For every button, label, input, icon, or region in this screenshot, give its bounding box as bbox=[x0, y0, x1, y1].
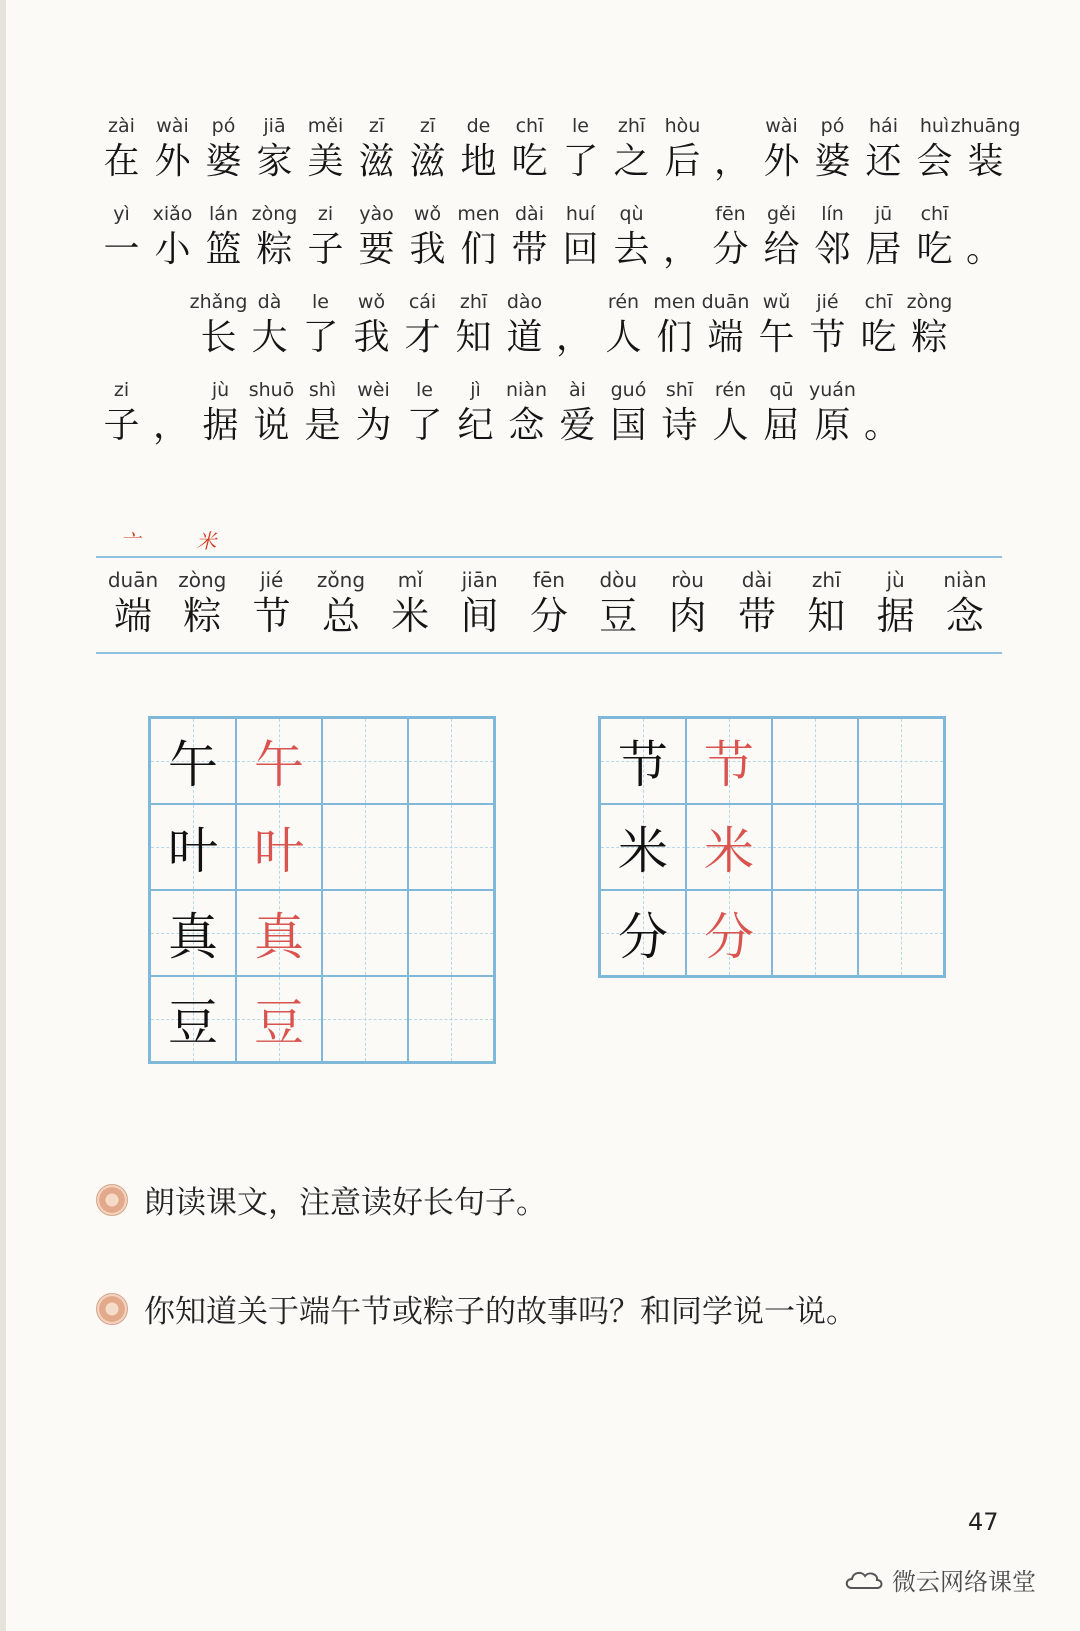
model-character: 米 bbox=[618, 822, 668, 880]
pinyin: le bbox=[572, 115, 589, 137]
char-unit bbox=[552, 376, 603, 448]
pinyin: gěi bbox=[766, 203, 797, 225]
grid-cell-model bbox=[150, 890, 236, 976]
cloud-icon bbox=[842, 1566, 886, 1594]
grid-cell-model bbox=[150, 804, 236, 890]
pinyin: de bbox=[466, 115, 491, 137]
pinyin: zòng bbox=[251, 203, 298, 225]
char-unit bbox=[448, 288, 499, 360]
hanzi: 原 bbox=[814, 405, 851, 446]
hanzi: 去 bbox=[613, 229, 650, 270]
passage-line-2 bbox=[96, 200, 1008, 272]
hanzi: 午 bbox=[758, 317, 795, 358]
watermark-text: 微云网络课堂 bbox=[892, 1568, 1036, 1596]
char-unit bbox=[351, 200, 402, 272]
pinyin: wài bbox=[765, 115, 798, 137]
pinyin: zòng bbox=[906, 291, 953, 313]
pinyin: guó bbox=[610, 379, 647, 401]
char-unit bbox=[147, 112, 198, 184]
char-unit bbox=[807, 112, 858, 184]
grid-cell-model bbox=[150, 976, 236, 1062]
hanzi: 了 bbox=[302, 317, 339, 358]
trace-character: 午 bbox=[254, 736, 304, 794]
punctuation bbox=[708, 112, 756, 184]
pinyin: huì bbox=[919, 115, 950, 137]
hanzi: 居 bbox=[865, 229, 902, 270]
grid-cell-blank bbox=[858, 718, 944, 804]
hanzi: 了 bbox=[406, 405, 443, 446]
char-unit bbox=[348, 376, 399, 448]
vocab-word bbox=[241, 566, 303, 638]
hanzi: 邻 bbox=[814, 229, 851, 270]
pinyin: dà bbox=[257, 291, 282, 313]
char-unit bbox=[858, 112, 909, 184]
char-unit bbox=[649, 288, 700, 360]
pinyin: dài bbox=[515, 203, 544, 225]
char-unit bbox=[657, 112, 708, 184]
model-character: 节 bbox=[618, 736, 668, 794]
char-unit bbox=[603, 376, 654, 448]
vocab-word bbox=[310, 566, 372, 638]
pinyin: lán bbox=[209, 203, 238, 225]
exercise-1 bbox=[96, 1177, 547, 1222]
pinyin: ài bbox=[569, 379, 586, 401]
char-unit bbox=[402, 200, 453, 272]
hanzi: 带 bbox=[737, 594, 776, 638]
pinyin: shì bbox=[308, 379, 337, 401]
pinyin: jū bbox=[874, 203, 893, 225]
punctuation bbox=[960, 200, 1008, 272]
hanzi: 知 bbox=[807, 594, 846, 638]
pinyin: dài bbox=[741, 568, 773, 592]
hanzi: 要 bbox=[358, 229, 395, 270]
hanzi: 是 bbox=[304, 405, 341, 446]
hanzi: 为 bbox=[355, 405, 392, 446]
hanzi: 粽 bbox=[256, 229, 293, 270]
hanzi: 滋 bbox=[358, 141, 395, 182]
pinyin: zhǎng bbox=[189, 291, 248, 313]
hanzi: 据 bbox=[202, 405, 239, 446]
pinyin: wǔ bbox=[762, 291, 791, 313]
char-unit bbox=[346, 288, 397, 360]
hanzi: 装 bbox=[967, 141, 1004, 182]
pinyin: zhī bbox=[811, 568, 841, 592]
char-unit bbox=[244, 288, 295, 360]
hanzi: 据 bbox=[876, 594, 915, 638]
char-unit bbox=[904, 288, 955, 360]
punctuation bbox=[147, 376, 195, 448]
grid-cell-trace bbox=[236, 804, 322, 890]
hanzi: 外 bbox=[763, 141, 800, 182]
pinyin: fēn bbox=[715, 203, 746, 225]
hanzi: 大 bbox=[251, 317, 288, 358]
trace-character: 真 bbox=[254, 908, 304, 966]
char-unit bbox=[402, 112, 453, 184]
pinyin: le bbox=[416, 379, 433, 401]
char-unit bbox=[450, 376, 501, 448]
model-character: 分 bbox=[618, 908, 668, 966]
passage-line-1 bbox=[96, 112, 1021, 184]
seal-icon bbox=[96, 1184, 128, 1216]
pinyin: qù bbox=[619, 203, 644, 225]
pinyin: wǒ bbox=[413, 203, 442, 225]
grid-cell-blank bbox=[322, 804, 408, 890]
char-unit bbox=[504, 112, 555, 184]
hanzi: 肉 bbox=[668, 594, 707, 638]
pinyin: ròu bbox=[671, 568, 704, 592]
char-unit bbox=[189, 288, 248, 360]
punctuation-mark: ， bbox=[555, 317, 592, 358]
char-unit bbox=[504, 200, 555, 272]
grid-cell-blank bbox=[772, 804, 858, 890]
grid-cell-blank bbox=[772, 890, 858, 976]
grid-cell-trace bbox=[686, 718, 772, 804]
trace-character: 米 bbox=[704, 822, 754, 880]
hanzi: 长 bbox=[200, 317, 237, 358]
char-unit bbox=[453, 200, 504, 272]
punctuation-mark: 。 bbox=[863, 405, 900, 446]
hanzi: 外 bbox=[154, 141, 191, 182]
grid-cell-blank bbox=[408, 976, 494, 1062]
pinyin: wèi bbox=[357, 379, 390, 401]
pinyin: men bbox=[653, 291, 696, 313]
hanzi: 给 bbox=[763, 229, 800, 270]
exercise-2-text: 你知道关于端午节或粽子的故事吗？和同学说一说。 bbox=[144, 1294, 857, 1330]
pinyin: jiān bbox=[461, 568, 498, 592]
char-unit bbox=[501, 376, 552, 448]
pinyin: wài bbox=[156, 115, 189, 137]
char-unit bbox=[198, 112, 249, 184]
char-unit bbox=[756, 376, 807, 448]
hanzi: 米 bbox=[391, 594, 430, 638]
pinyin: jù bbox=[886, 568, 905, 592]
grid-cell-trace bbox=[686, 890, 772, 976]
pinyin: xiǎo bbox=[152, 203, 193, 225]
hanzi: 节 bbox=[809, 317, 846, 358]
char-unit bbox=[397, 288, 448, 360]
model-character: 真 bbox=[168, 908, 218, 966]
hanzi: 粽 bbox=[911, 317, 948, 358]
char-unit bbox=[297, 376, 348, 448]
passage-line-4 bbox=[96, 376, 906, 448]
char-unit bbox=[700, 288, 751, 360]
char-unit bbox=[499, 288, 550, 360]
hanzi: 念 bbox=[508, 405, 545, 446]
pinyin: hòu bbox=[664, 115, 701, 137]
hanzi: 我 bbox=[409, 229, 446, 270]
vocab-word bbox=[518, 566, 580, 638]
grid-cell-model bbox=[150, 718, 236, 804]
trace-character: 节 bbox=[704, 736, 754, 794]
hanzi: 诗 bbox=[661, 405, 698, 446]
hanzi: 人 bbox=[712, 405, 749, 446]
pinyin: měi bbox=[307, 115, 344, 137]
char-unit bbox=[909, 200, 960, 272]
hanzi: 总 bbox=[321, 594, 360, 638]
model-character: 午 bbox=[168, 736, 218, 794]
vocab-word bbox=[449, 566, 511, 638]
grid-cell-trace bbox=[236, 976, 322, 1062]
pinyin: cái bbox=[408, 291, 437, 313]
grid-cell-blank bbox=[408, 718, 494, 804]
hanzi: 豆 bbox=[599, 594, 638, 638]
page-edge bbox=[0, 0, 6, 1631]
hanzi: 一 bbox=[103, 229, 140, 270]
hanzi: 们 bbox=[656, 317, 693, 358]
hanzi: 在 bbox=[103, 141, 140, 182]
char-unit bbox=[195, 376, 246, 448]
char-unit bbox=[606, 112, 657, 184]
hanzi: 屈 bbox=[763, 405, 800, 446]
punctuation-mark: ， bbox=[152, 405, 189, 446]
pinyin: shī bbox=[665, 379, 694, 401]
hanzi: 了 bbox=[562, 141, 599, 182]
punctuation-mark: 。 bbox=[965, 229, 1002, 270]
pinyin: zi bbox=[113, 379, 130, 401]
hanzi: 知 bbox=[455, 317, 492, 358]
punctuation-mark: ， bbox=[662, 229, 699, 270]
punctuation-mark: ， bbox=[713, 141, 750, 182]
char-unit bbox=[705, 376, 756, 448]
passage-line-3 bbox=[189, 288, 955, 360]
hanzi: 吃 bbox=[511, 141, 548, 182]
char-unit bbox=[853, 288, 904, 360]
pinyin: shuō bbox=[248, 379, 295, 401]
grid-cell-trace bbox=[236, 890, 322, 976]
pinyin: qū bbox=[769, 379, 794, 401]
hanzi: 后 bbox=[664, 141, 701, 182]
pinyin: zī bbox=[368, 115, 385, 137]
pinyin: zhuāng bbox=[950, 115, 1021, 137]
hanzi: 爱 bbox=[559, 405, 596, 446]
char-unit bbox=[802, 288, 853, 360]
hanzi: 国 bbox=[610, 405, 647, 446]
vocab-word bbox=[171, 566, 233, 638]
hanzi: 端 bbox=[707, 317, 744, 358]
pinyin: zhī bbox=[617, 115, 646, 137]
char-unit bbox=[198, 200, 249, 272]
hanzi: 地 bbox=[460, 141, 497, 182]
vocab-bottom-rule bbox=[96, 652, 1002, 654]
hanzi: 家 bbox=[256, 141, 293, 182]
grid-cell-blank bbox=[772, 718, 858, 804]
hanzi: 小 bbox=[154, 229, 191, 270]
exercise-2 bbox=[96, 1286, 857, 1331]
pinyin: zhī bbox=[459, 291, 488, 313]
legend-radical-2: 米 bbox=[196, 529, 217, 553]
pinyin: zài bbox=[108, 115, 135, 137]
vocab-word bbox=[795, 566, 857, 638]
char-unit bbox=[295, 288, 346, 360]
hanzi: 还 bbox=[865, 141, 902, 182]
pinyin: lín bbox=[821, 203, 844, 225]
vocab-row bbox=[96, 566, 1002, 638]
char-unit bbox=[555, 112, 606, 184]
hanzi: 婆 bbox=[205, 141, 242, 182]
char-unit bbox=[249, 112, 300, 184]
pinyin: chī bbox=[920, 203, 949, 225]
hanzi: 端 bbox=[113, 594, 152, 638]
grid-cell-model bbox=[600, 718, 686, 804]
char-unit bbox=[453, 112, 504, 184]
pinyin: pó bbox=[211, 115, 236, 137]
char-unit bbox=[751, 288, 802, 360]
trace-character: 分 bbox=[704, 908, 754, 966]
hanzi: 分 bbox=[712, 229, 749, 270]
char-unit bbox=[96, 112, 147, 184]
grid-cell-trace bbox=[686, 804, 772, 890]
grid-cell-blank bbox=[408, 890, 494, 976]
hanzi: 子 bbox=[307, 229, 344, 270]
hanzi: 子 bbox=[103, 405, 140, 446]
grid-cell-blank bbox=[322, 890, 408, 976]
stroke-legend bbox=[120, 525, 266, 554]
hanzi: 会 bbox=[916, 141, 953, 182]
hanzi: 纪 bbox=[457, 405, 494, 446]
char-unit bbox=[147, 200, 198, 272]
char-unit bbox=[300, 200, 351, 272]
pinyin: zǒng bbox=[316, 568, 366, 592]
vocab-word bbox=[726, 566, 788, 638]
vocab-word bbox=[102, 566, 164, 638]
pinyin: mǐ bbox=[397, 568, 423, 592]
pinyin: men bbox=[457, 203, 500, 225]
pinyin: zī bbox=[419, 115, 436, 137]
pinyin: rén bbox=[607, 291, 640, 313]
grid-cell-blank bbox=[322, 976, 408, 1062]
char-unit bbox=[705, 200, 756, 272]
page-number: 47 bbox=[968, 1508, 999, 1536]
hanzi: 篮 bbox=[205, 229, 242, 270]
grid-cell-trace bbox=[236, 718, 322, 804]
hanzi: 粽 bbox=[183, 594, 222, 638]
grid-cell-blank bbox=[408, 804, 494, 890]
hanzi: 吃 bbox=[916, 229, 953, 270]
char-unit bbox=[96, 200, 147, 272]
trace-character: 豆 bbox=[254, 994, 304, 1052]
pinyin: yuán bbox=[809, 379, 856, 401]
hanzi: 带 bbox=[511, 229, 548, 270]
trace-character: 叶 bbox=[254, 822, 304, 880]
hanzi: 说 bbox=[253, 405, 290, 446]
char-unit bbox=[96, 376, 147, 448]
grid-cell-model bbox=[600, 804, 686, 890]
pinyin: pó bbox=[820, 115, 845, 137]
pinyin: fēn bbox=[532, 568, 565, 592]
hanzi: 吃 bbox=[860, 317, 897, 358]
pinyin: hái bbox=[869, 115, 898, 137]
char-unit bbox=[399, 376, 450, 448]
pinyin: huí bbox=[565, 203, 596, 225]
char-unit bbox=[756, 112, 807, 184]
hanzi: 念 bbox=[945, 594, 984, 638]
pinyin: niàn bbox=[505, 379, 547, 401]
pinyin: jiā bbox=[263, 115, 286, 137]
watermark bbox=[842, 1562, 1036, 1597]
hanzi: 我 bbox=[353, 317, 390, 358]
vocab-word bbox=[657, 566, 719, 638]
hanzi: 美 bbox=[307, 141, 344, 182]
hanzi: 人 bbox=[605, 317, 642, 358]
pinyin: jù bbox=[211, 379, 230, 401]
seal-icon bbox=[96, 1293, 128, 1325]
char-unit bbox=[950, 112, 1021, 184]
writing-grid-left bbox=[148, 716, 496, 1064]
char-unit bbox=[300, 112, 351, 184]
hanzi: 才 bbox=[404, 317, 441, 358]
punctuation bbox=[657, 200, 705, 272]
exercise-1-text: 朗读课文，注意读好长句子。 bbox=[144, 1185, 547, 1221]
pinyin: zi bbox=[317, 203, 334, 225]
pinyin: dào bbox=[506, 291, 543, 313]
pinyin: dòu bbox=[599, 568, 638, 592]
model-character: 豆 bbox=[168, 994, 218, 1052]
pinyin: jié bbox=[259, 568, 284, 592]
hanzi: 回 bbox=[562, 229, 599, 270]
vocab-word bbox=[379, 566, 441, 638]
pinyin: le bbox=[312, 291, 329, 313]
char-unit bbox=[555, 200, 606, 272]
vocab-word bbox=[587, 566, 649, 638]
char-unit bbox=[807, 200, 858, 272]
char-unit bbox=[654, 376, 705, 448]
pinyin: yì bbox=[113, 203, 130, 225]
char-unit bbox=[756, 200, 807, 272]
pinyin: rén bbox=[714, 379, 747, 401]
char-unit bbox=[606, 200, 657, 272]
hanzi: 们 bbox=[460, 229, 497, 270]
pinyin: wǒ bbox=[357, 291, 386, 313]
pinyin: chī bbox=[515, 115, 544, 137]
hanzi: 道 bbox=[506, 317, 543, 358]
punctuation bbox=[550, 288, 598, 360]
pinyin: duān bbox=[107, 568, 159, 592]
char-unit bbox=[249, 200, 300, 272]
hanzi: 婆 bbox=[814, 141, 851, 182]
hanzi: 分 bbox=[529, 594, 568, 638]
vocab-word bbox=[865, 566, 927, 638]
vocab-top-rule bbox=[96, 556, 1002, 558]
pinyin: jié bbox=[816, 291, 839, 313]
pinyin: yào bbox=[359, 203, 394, 225]
pinyin: niàn bbox=[943, 568, 987, 592]
grid-cell-blank bbox=[322, 718, 408, 804]
char-unit bbox=[807, 376, 858, 448]
hanzi: 之 bbox=[613, 141, 650, 182]
grid-cell-blank bbox=[858, 890, 944, 976]
hanzi: 间 bbox=[460, 594, 499, 638]
pinyin: chī bbox=[864, 291, 893, 313]
char-unit bbox=[246, 376, 297, 448]
pinyin: zòng bbox=[178, 568, 227, 592]
model-character: 叶 bbox=[168, 822, 218, 880]
char-unit bbox=[598, 288, 649, 360]
punctuation bbox=[858, 376, 906, 448]
char-unit bbox=[858, 200, 909, 272]
pinyin: jì bbox=[470, 379, 481, 401]
writing-grid-right bbox=[598, 716, 946, 978]
grid-cell-model bbox=[600, 890, 686, 976]
hanzi: 节 bbox=[252, 594, 291, 638]
pinyin: duān bbox=[701, 291, 750, 313]
vocab-word bbox=[934, 566, 996, 638]
char-unit bbox=[351, 112, 402, 184]
hanzi: 滋 bbox=[409, 141, 446, 182]
legend-radical-1: 亠 bbox=[120, 529, 140, 553]
grid-cell-blank bbox=[858, 804, 944, 890]
